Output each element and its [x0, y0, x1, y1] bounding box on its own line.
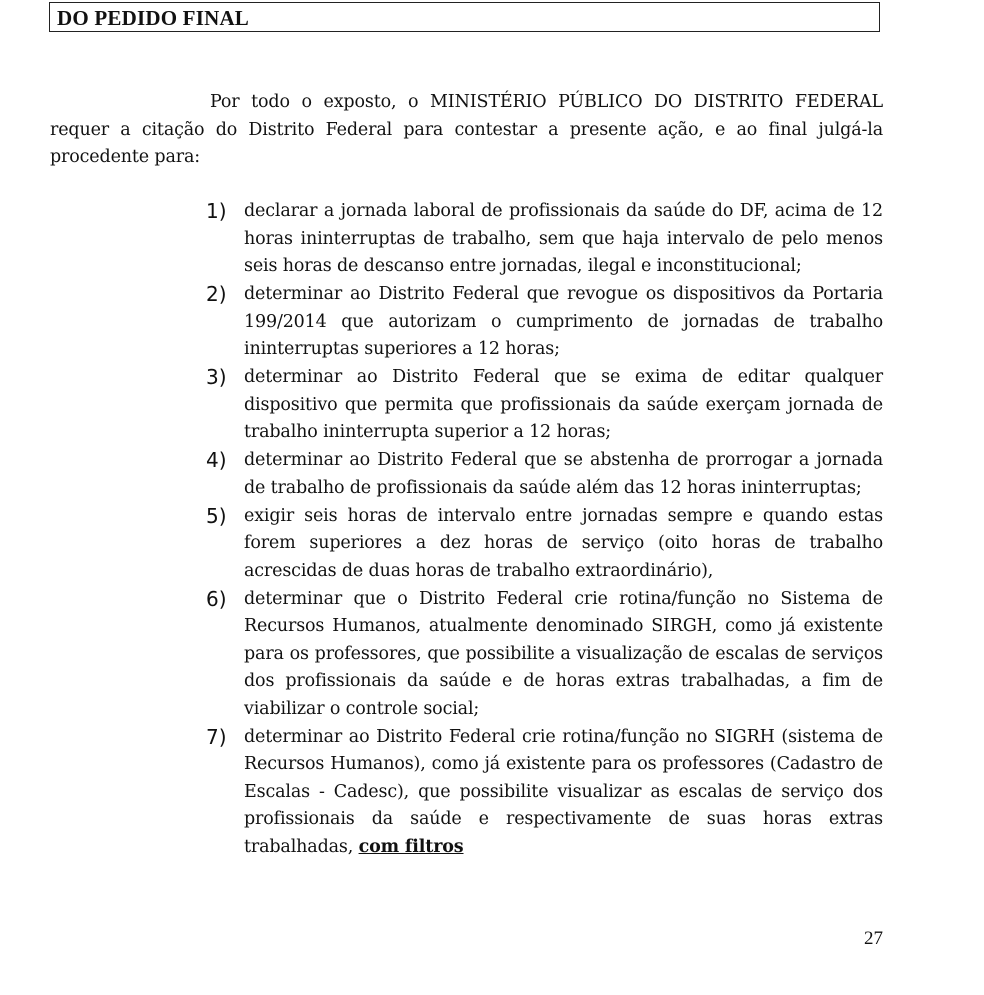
section-heading-box [49, 2, 880, 32]
list-item [206, 586, 883, 724]
list-item-text: exigir seis horas de intervalo entre jornadas sempre e quando estas forem superiores a dez horas de serviço (oito horas de trabalho acrescidas de duas horas de trabalho extraordinário), [244, 505, 883, 581]
list-item-number: 5) [206, 503, 227, 528]
list-item-number: 4) [206, 448, 227, 472]
list-item-number: 6) [206, 586, 227, 611]
list-item-text: declarar a jornada laboral de profissionais da saúde do DF, acima de 12 horas ininterruptas de trabalho, sem que haja intervalo de pelo menos seis horas de descanso entre jornadas, ilegal e inconstitucional; [244, 201, 883, 276]
list-item-number: 1) [206, 199, 227, 223]
list-item [206, 503, 883, 586]
list-item-text [244, 724, 883, 862]
request-list [206, 198, 883, 862]
list-item-number: 2) [206, 282, 227, 306]
page-number: 27 [864, 928, 883, 949]
intro-paragraph: Por todo o exposto, o MINISTÉRIO PÚBLICO DO DISTRITO FEDERAL requer a citação do Distrito Federal para contestar a presente ação, e ao final julgá-la procedente para: [50, 92, 883, 167]
list-item [206, 447, 883, 502]
list-item-number: 7) [206, 724, 227, 749]
list-item-text: determinar ao Distrito Federal que revogue os dispositivos da Portaria 199/2014 que autorizam o cumprimento de jornadas de trabalho ininterruptas superiores a 12 horas; [244, 284, 883, 359]
list-item-number: 3) [206, 365, 227, 389]
emphasis-text: com filtros [358, 836, 464, 857]
intro-block [50, 89, 883, 172]
list-item [206, 281, 883, 364]
list-item-text-body: determinar ao Distrito Federal crie rotina/função no SIGRH (sistema de Recursos Humanos), como já existente para os professores (Cadastro de Escalas - Cadesc), que possibilite visualizar as escalas de serviço dos profissionais da saúde e respectivamente de suas horas extras trabalhadas, [244, 726, 883, 857]
list-item-text: determinar que o Distrito Federal crie rotina/função no Sistema de Recursos Humanos, atualmente denominado SIRGH, como já existente para os professores, que possibilite a visualização de escalas de serviços dos profissionais da saúde e de horas extras trabalhadas, a fim de viabilizar o controle social; [244, 588, 883, 719]
list-item [206, 198, 883, 281]
list-item [206, 364, 883, 447]
list-item-text: determinar ao Distrito Federal que se exima de editar qualquer dispositivo que permita que profissionais da saúde exerçam jornada de trabalho ininterrupta superior a 12 horas; [244, 367, 883, 442]
list-item [206, 724, 883, 862]
section-heading: DO PEDIDO FINAL [57, 6, 250, 30]
list-item-text: determinar ao Distrito Federal que se abstenha de prorrogar a jornada de trabalho de profissionais da saúde além das 12 horas ininterruptas; [244, 450, 883, 498]
